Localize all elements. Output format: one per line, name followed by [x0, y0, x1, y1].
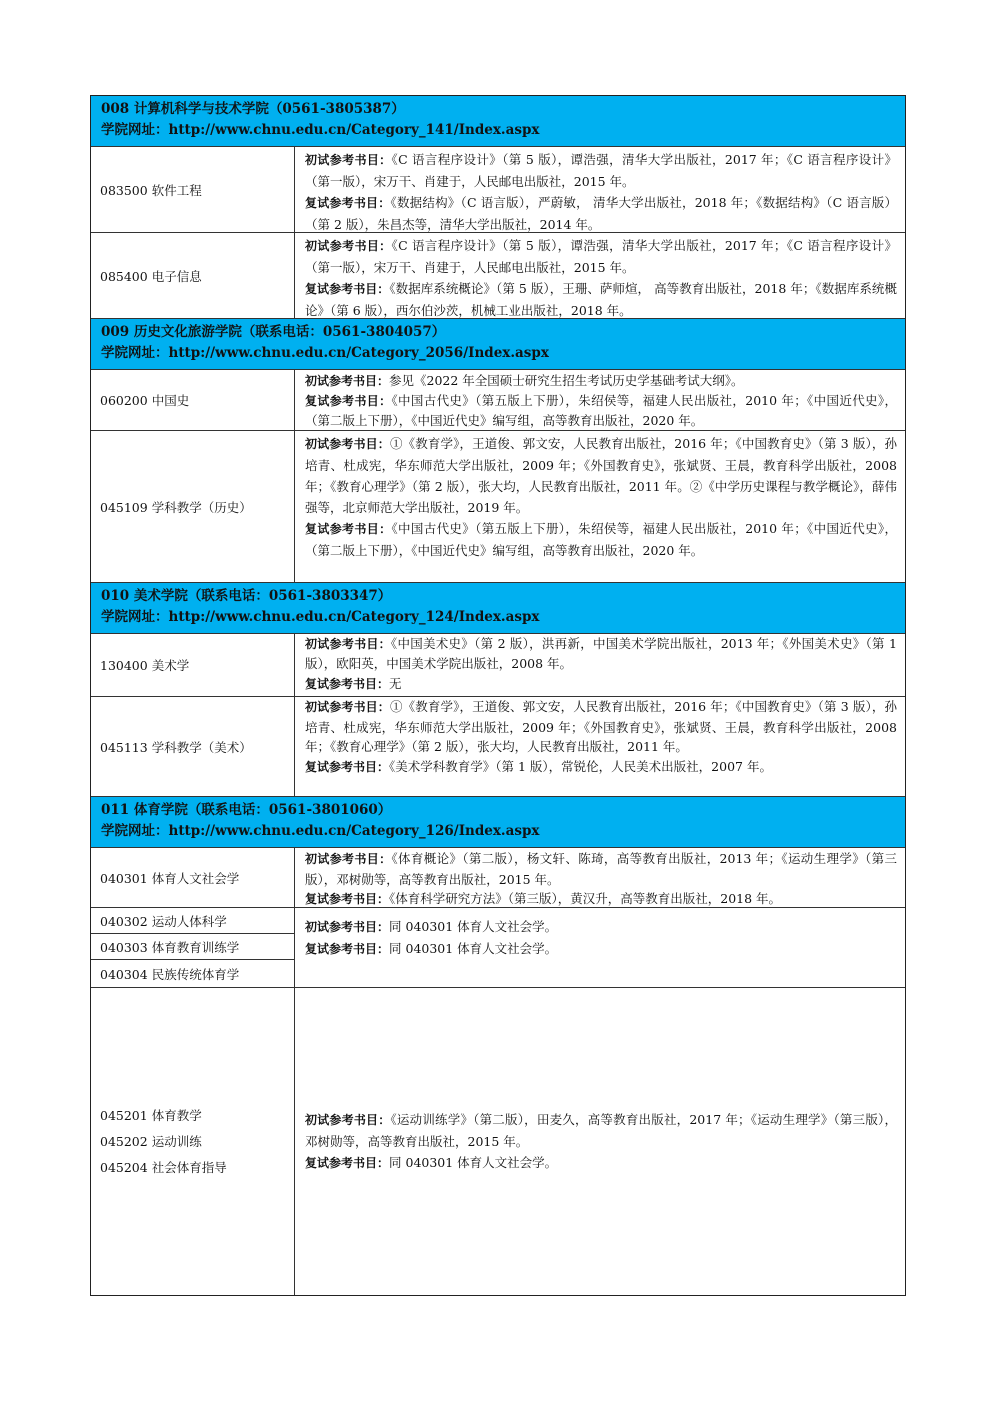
initial-label: 初试参考书目：	[305, 153, 392, 167]
program-group-row	[91, 908, 905, 988]
program-group-row	[91, 988, 905, 1295]
program-code-cell	[91, 370, 295, 430]
section-website: 学院网址：http://www.chnu.edu.cn/Category_141/Index.aspx	[101, 122, 540, 138]
program-code-cell	[91, 908, 295, 987]
program-code: 045109 学科教学（历史）	[100, 499, 252, 515]
section-website: 学院网址：http://www.chnu.edu.cn/Category_124/Index.aspx	[101, 609, 540, 625]
retest-label: 复试参考书目：	[305, 942, 390, 956]
retest-books: 《中国古代史》（第五版上下册），朱绍侯等，福建人民出版社，2010 年；《中国近代史》，（第二版上下册），《中国近代史》编写组，高等教育出版社，2020 年。	[305, 393, 897, 428]
reference-cell	[295, 147, 905, 232]
admissions-reference-table	[90, 95, 906, 1296]
reference-cell	[295, 370, 905, 430]
retest-label: 复试参考书目：	[305, 196, 391, 210]
retest-books: 同 040301 体育人文社会学。	[389, 1155, 558, 1170]
retest-label: 复试参考书目：	[305, 282, 390, 296]
initial-books: 《中国美术史》（第 2 版），洪再新，中国美术学院出版社，2013 年；《外国美术史》（第 1 版），欧阳英，中国美术学院出版社，2008 年。	[305, 636, 897, 671]
program-row	[91, 697, 905, 797]
initial-books: 《体育概论》（第二版），杨文轩、陈琦，高等教育出版社，2013 年；《运动生理学》（第三版），邓树勋等，高等教育出版社，2015 年。	[305, 851, 897, 887]
initial-books: ①《教育学》，王道俊、郭文安，人民教育出版社，2016 年；《中国教育史》（第 3 版），孙培青、杜成宪，华东师范大学出版社，2009 年；《外国教育史》，张斌贤、王晨，教育科学出版社，2008 年；《教育心理学》（第 2 版），张大均，人民教育出版社，2011 年。	[305, 699, 897, 754]
section-title: 011 体育学院（联系电话：0561-3801060）	[101, 802, 392, 818]
initial-books: 《运动训练学》（第二版），田麦久，高等教育出版社，2017 年；《运动生理学》（第三版），邓树勋等，高等教育出版社，2015 年。	[305, 1112, 897, 1149]
program-code: 045113 学科教学（美术）	[100, 739, 252, 755]
initial-label: 初试参考书目：	[305, 374, 390, 388]
program-code-subcell	[91, 934, 294, 960]
reference-cell	[295, 634, 905, 696]
retest-label: 复试参考书目：	[305, 394, 392, 408]
retest-label: 复试参考书目：	[305, 892, 390, 906]
program-code-cell	[91, 848, 295, 907]
retest-books: 无	[389, 676, 402, 691]
program-row	[91, 233, 905, 319]
program-code: 085400 电子信息	[100, 268, 202, 284]
section-website: 学院网址：http://www.chnu.edu.cn/Category_2056/Index.aspx	[101, 345, 549, 361]
section-title: 010 美术学院（联系电话：0561-3803347）	[101, 588, 392, 604]
section-website: 学院网址：http://www.chnu.edu.cn/Category_126/Index.aspx	[101, 823, 540, 839]
program-code: 060200 中国史	[100, 393, 190, 408]
reference-cell	[295, 848, 905, 907]
retest-label: 复试参考书目：	[305, 677, 390, 691]
section-title: 009 历史文化旅游学院（联系电话：0561-3804057）	[101, 324, 446, 340]
program-code-subcell	[91, 960, 294, 988]
reference-cell	[295, 233, 905, 318]
program-code-cell	[91, 634, 295, 696]
initial-books: ①《教育学》，王道俊、郭文安，人民教育出版社，2016 年；《中国教育史》（第 3 版），孙培青、杜成宪，华东师范大学出版社，2009 年；《外国教育史》，张斌贤、王晨，教育科学出版社，2008 年；《教育心理学》（第 2 版），张大均，人民教育出版社，2011 年。②《中学历史课程与教学概论》，薛伟强等，北京师范大学出版社，2019 年。	[305, 436, 897, 515]
program-code: 083500 软件工程	[100, 182, 202, 198]
program-row	[91, 370, 905, 431]
initial-label: 初试参考书目：	[305, 1113, 391, 1127]
retest-label: 复试参考书目：	[305, 1156, 390, 1170]
section-title: 008 计算机科学与技术学院（0561-3805387）	[101, 101, 405, 117]
retest-books: 《体育科学研究方法》（第三版），黄汉升，高等教育出版社，2018 年。	[389, 891, 782, 906]
initial-books: 参见《2022 年全国硕士研究生招生考试历史学基础考试大纲》。	[389, 373, 744, 388]
initial-label: 初试参考书目：	[305, 700, 390, 714]
reference-cell	[295, 988, 905, 1295]
initial-books: 《C 语言程序设计》（第 5 版），谭浩强，清华大学出版社，2017 年；《C 语言程序设计》（第一版），宋万干、肖建于，人民邮电出版社，2015 年。	[305, 238, 897, 275]
program-row	[91, 634, 905, 697]
reference-cell	[295, 697, 905, 796]
program-row	[91, 147, 905, 233]
program-code-list	[100, 1103, 227, 1181]
section-header-010	[91, 583, 905, 634]
initial-label: 初试参考书目：	[305, 437, 390, 451]
retest-books: 《中国古代史》（第五版上下册），朱绍侯等，福建人民出版社，2010 年；《中国近代史》，（第二版上下册），《中国近代史》编写组，高等教育出版社，2020 年。	[305, 521, 897, 558]
reference-cell	[295, 431, 905, 582]
program-code: 040304 民族传统体育学	[100, 967, 240, 982]
program-code-cell	[91, 147, 295, 232]
retest-label: 复试参考书目：	[305, 759, 390, 774]
section-header-011	[91, 797, 905, 848]
retest-books: 《数据结构》（C 语言版），严蔚敏， 清华大学出版社，2018 年；《数据结构》（C 语言版）（第 2 版），朱昌杰等，清华大学出版社，2014 年。	[305, 195, 897, 232]
initial-books: 《C 语言程序设计》（第 5 版），谭浩强，清华大学出版社，2017 年；《C 语言程序设计》（第一版），宋万干、肖建于，人民邮电出版社，2015 年。	[305, 152, 897, 189]
program-code: 040303 体育教育训练学	[100, 939, 240, 955]
program-code: 045204 社会体育指导	[100, 1159, 227, 1175]
initial-books: 同 040301 体育人文社会学。	[389, 919, 558, 934]
reference-cell	[295, 908, 905, 987]
program-row	[91, 848, 905, 908]
initial-label: 初试参考书目：	[305, 920, 390, 934]
program-code: 040301 体育人文社会学	[100, 870, 240, 886]
retest-label: 复试参考书目：	[305, 522, 392, 536]
initial-label: 初试参考书目：	[305, 239, 392, 253]
program-code-cell	[91, 988, 295, 1295]
program-code-cell	[91, 697, 295, 796]
retest-books: 同 040301 体育人文社会学。	[389, 941, 558, 956]
initial-label: 初试参考书目：	[305, 852, 392, 866]
program-code-cell	[91, 431, 295, 582]
section-header-009	[91, 319, 905, 370]
retest-books: 《数据库系统概论》（第 5 版），王珊、萨师煊， 高等教育出版社，2018 年；《数据库系统概论》（第 6 版），西尔伯沙茨，机械工业出版社，2018 年。	[305, 281, 897, 318]
section-header-008	[91, 96, 905, 147]
initial-label: 初试参考书目：	[305, 637, 391, 651]
program-code: 045201 体育教学	[100, 1107, 202, 1123]
program-code-cell	[91, 233, 295, 318]
program-code: 040302 运动人体科学	[100, 913, 227, 929]
program-code: 045202 运动训练	[100, 1133, 202, 1149]
retest-books: 《美术学科教育学》（第 1 版），常锐伦，人民美术出版社，2007 年。	[389, 758, 772, 774]
program-code-subcell	[91, 908, 294, 934]
program-row	[91, 431, 905, 583]
program-code: 130400 美术学	[100, 658, 190, 673]
